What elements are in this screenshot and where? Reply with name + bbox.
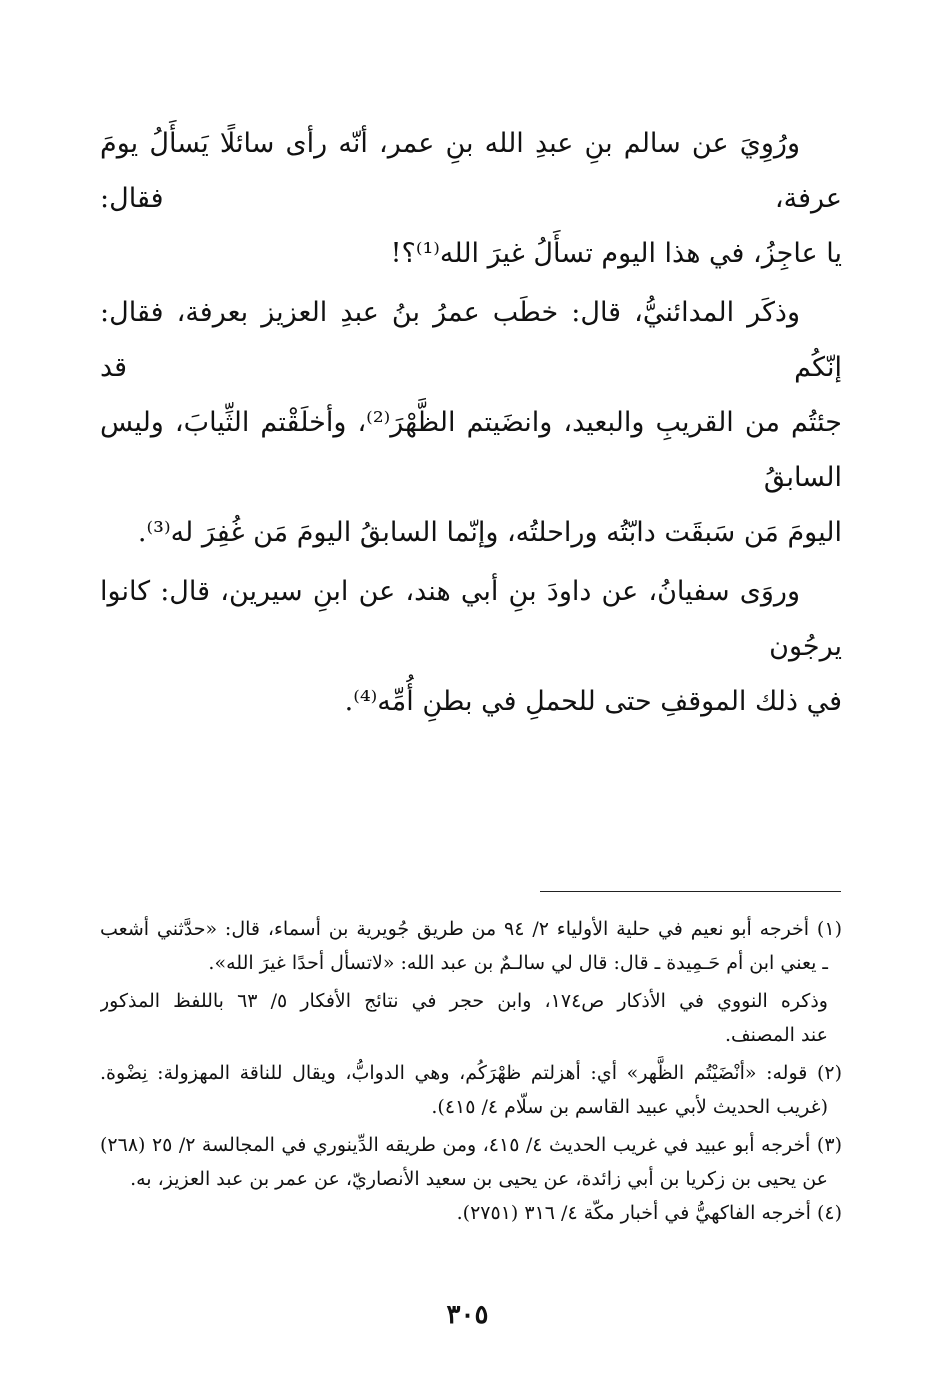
page-number: ٣٠٥ <box>446 1300 489 1330</box>
footnote-1-continued <box>100 984 842 1052</box>
footnote-line: عند المصنف. <box>724 1024 828 1046</box>
paragraph-3 <box>100 564 842 729</box>
text-line: وروَى سفيانُ، عن داودَ بنِ أبي هند، عن ابنِ سيرين، قال: كانوا يرجُون <box>100 576 842 662</box>
text-line: يا عاجِزُ، في هذا اليوم تسأَلُ غيرَ الله⁽¹⁾؟! <box>390 238 842 269</box>
footnote-line: وذكره النووي في الأذكار ص١٧٤، وابن حجر في نتائج الأفكار ٥/ ٦٣ باللفظ المذكور <box>100 990 828 1012</box>
footnote-line: (٤) أخرجه الفاكهيُّ في أخبار مكّة ٤/ ٣١٦ (٢٧٥١). <box>456 1202 842 1224</box>
footnote-line: (٢) قوله: «أنْضَيْتُم الظَّهر» أي: أهزلتم ظهْرَكُم، وهي الدوابُّ، ويقال للناقة المهزولة: نِضْوة. <box>100 1062 842 1084</box>
text-line: ورُوِيَ عن سالم بنِ عبدِ الله بنِ عمر، أنّه رأى سائلًا يَسأَلُ يومَ عرفة، فقال: <box>100 128 842 214</box>
footnote-line: (١) أخرجه أبو نعيم في حلية الأولياء ٢/ ٩٤ من طريق جُويرية بن أسماء، قال: «حدَّثني أشعب <box>100 918 842 940</box>
footnote-divider <box>540 891 841 892</box>
text-line: وذكَر المدائنيُّ، قال: خطَب عمرُ بنُ عبدِ العزيز بعرفة، فقال: إنّكُم قد <box>100 297 842 383</box>
footnotes <box>100 912 842 1230</box>
footnote-line: ـ يعني ابن أم حَـمِيدة ـ قال: قال لي سالـمٌ بن عبد الله: «لاتسأل أحدًا غيرَ الله». <box>208 952 828 974</box>
footnote-4 <box>100 1196 842 1230</box>
footnote-line: (٣) أخرجه أبو عبيد في غريب الحديث ٤/ ٤١٥، ومن طريقه الدِّينوري في المجالسة ٢/ ٢٥ (٢٦٨) <box>100 1134 842 1156</box>
footnote-3 <box>100 1128 842 1196</box>
main-text <box>100 116 842 733</box>
footnote-2 <box>100 1056 842 1124</box>
text-line: اليومَ مَن سَبقَت دابّتُه وراحلتُه، وإنّما السابقُ اليومَ مَن غُفِرَ له⁽³⁾. <box>137 517 842 548</box>
footnote-line: (غريب الحديث لأبي عبيد القاسم بن سلّام ٤/ ٤١٥). <box>431 1096 828 1118</box>
text-line: في ذلك الموقفِ حتى للحملِ في بطنِ أُمِّه⁽⁴⁾. <box>344 686 842 717</box>
paragraph-1 <box>100 116 842 281</box>
paragraph-2 <box>100 285 842 560</box>
footnote-1 <box>100 912 842 980</box>
text-line: جئتُم من القريبِ والبعيد، وانضَيتم الظَّهْرَ⁽²⁾، وأخلَقْتم الثِّيابَ، وليس السابقُ <box>100 407 842 493</box>
footnote-line: عن يحيى بن زكريا بن أبي زائدة، عن يحيى بن سعيد الأنصاريّ، عن عمر بن عبد العزيز، به. <box>130 1168 828 1190</box>
